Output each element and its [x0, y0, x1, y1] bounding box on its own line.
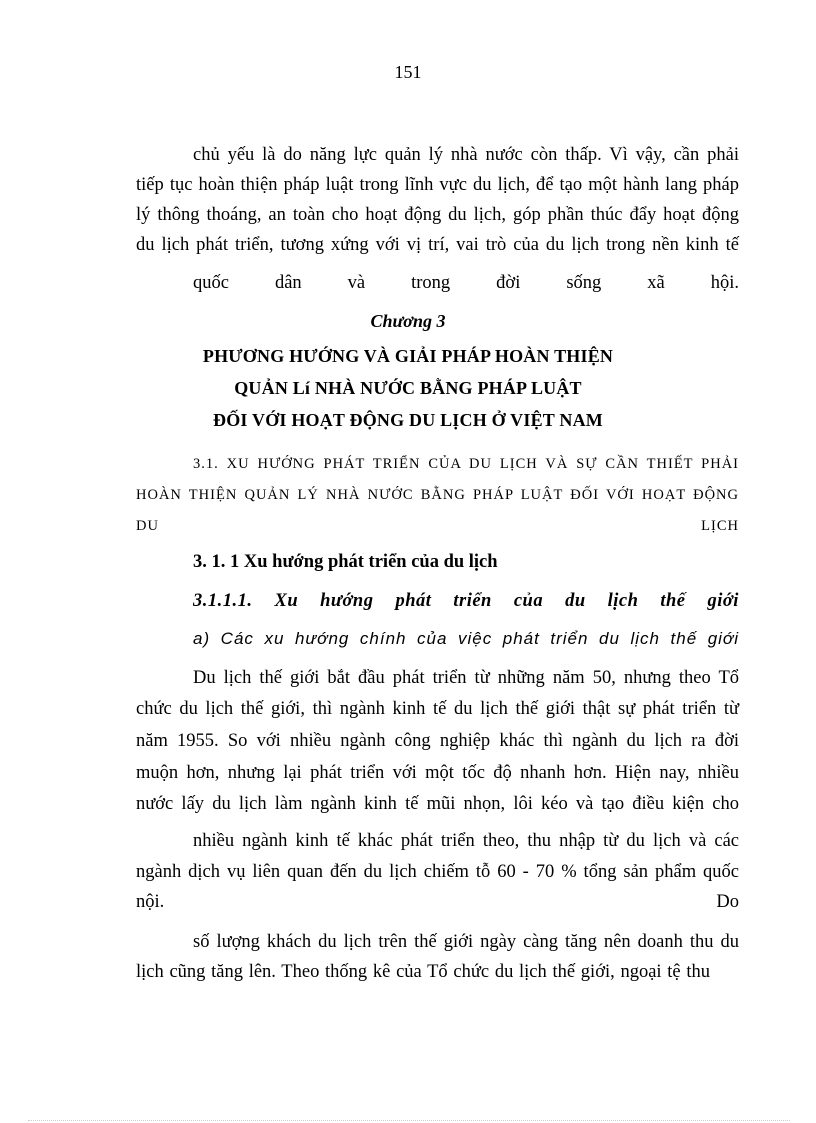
chapter-heading: Chương 3	[370, 311, 446, 331]
paragraph-3-last-line	[136, 890, 739, 914]
word: dân	[274, 273, 302, 293]
word: lịch	[607, 591, 639, 611]
word: trong	[411, 273, 451, 293]
paragraph-4-line-1: số lượng khách du lịch trên thế giới ngày càng tăng nên doanh thu du	[193, 932, 739, 952]
word: phát	[395, 591, 432, 611]
paragraph-1-last-line	[193, 271, 739, 295]
word: giới	[707, 591, 739, 611]
word: của	[513, 591, 544, 611]
word: Xu	[274, 591, 299, 611]
paragraph-3-line-1: nhiều ngành kinh tế khác phát triển theo, thu nhập từ du lịch và các	[193, 831, 739, 851]
word: hội.	[710, 273, 739, 293]
paragraph-3-line-2: ngành dịch vụ liên quan đến du lịch chiếm tỗ 60 - 70 % tổng sản phẩm quốc	[136, 862, 739, 882]
paragraph-2-line-2: chức du lịch thế giới, thì ngành kinh tế du lịch thế giới thật sự phát triển từ	[136, 699, 739, 719]
paragraph-2-line-3: năm 1955. So với nhiều ngành công nghiệp khác thì ngành du lịch ra đời	[136, 731, 739, 751]
word: triển	[453, 591, 492, 611]
paragraph-4-line-2: lịch cũng tăng lên. Theo thống kê của Tổ chức du lịch thế giới, ngoại tệ thu	[136, 962, 710, 982]
word: 3.1.1.1.	[193, 591, 253, 611]
subsection-a-heading: a) Các xu hướng chính của việc phát triển du lịch thế giới	[193, 629, 739, 648]
word: hướng	[320, 591, 374, 611]
word: du	[565, 591, 586, 611]
page-number: 151	[394, 62, 422, 82]
word: và	[347, 273, 366, 293]
chapter-title-line-3: ĐỐI VỚI HOẠT ĐỘNG DU LỊCH Ở VIỆT NAM	[213, 410, 603, 430]
paragraph-2-line-5: nước lấy du lịch làm ngành kinh tế mũi nhọn, lôi kéo và tạo điều kiện cho	[136, 794, 739, 814]
word: nội.	[136, 892, 165, 912]
section-3-1-last-line	[136, 514, 739, 538]
paragraph-1-line-4: du lịch phát triển, tương xứng với vị trí, vai trò của du lịch trong nền kinh tế	[136, 235, 739, 255]
footer-divider	[28, 1120, 790, 1121]
word: quốc	[193, 273, 229, 293]
word: xã	[647, 273, 665, 293]
chapter-title-line-2: QUẢN Lí NHÀ NƯỚC BẰNG PHÁP LUẬT	[234, 378, 582, 398]
section-3-1-1-1-heading	[193, 589, 739, 613]
word: thế	[660, 591, 686, 611]
paragraph-1-line-3: lý thông thoáng, an toàn cho hoạt động du lịch, góp phần thúc đẩy hoạt động	[136, 205, 739, 225]
section-3-1-line-2: HOÀN THIỆN QUẢN LÝ NHÀ NƯỚC BẰNG PHÁP LUẬT ĐỐI VỚI HOẠT ĐỘNG	[136, 487, 739, 503]
word: LỊCH	[701, 518, 739, 534]
word: Do	[716, 892, 739, 912]
paragraph-2-line-4: muộn hơn, nhưng lại phát triển với một tốc độ nhanh hơn. Hiện nay, nhiều	[136, 763, 739, 783]
word: đời	[496, 273, 521, 293]
section-3-1-1-heading: 3. 1. 1 Xu hướng phát triển của du lịch	[193, 552, 498, 572]
paragraph-2-line-1: Du lịch thế giới bắt đầu phát triển từ những năm 50, nhưng theo Tổ	[193, 668, 739, 688]
paragraph-1-line-1: chủ yếu là do năng lực quản lý nhà nước còn thấp. Vì vậy, cần phải	[193, 145, 739, 165]
paragraph-1-line-2: tiếp tục hoàn thiện pháp luật trong lĩnh vực du lịch, để tạo một hành lang pháp	[136, 175, 739, 195]
chapter-title-line-1: PHƯƠNG HƯỚNG VÀ GIẢI PHÁP HOÀN THIỆN	[202, 346, 614, 366]
section-3-1-line-1: 3.1. XU HƯỚNG PHÁT TRIỂN CỦA DU LỊCH VÀ SỰ CẦN THIẾT PHẢI	[193, 456, 739, 472]
word: DU	[136, 518, 159, 534]
word: sống	[566, 273, 602, 293]
